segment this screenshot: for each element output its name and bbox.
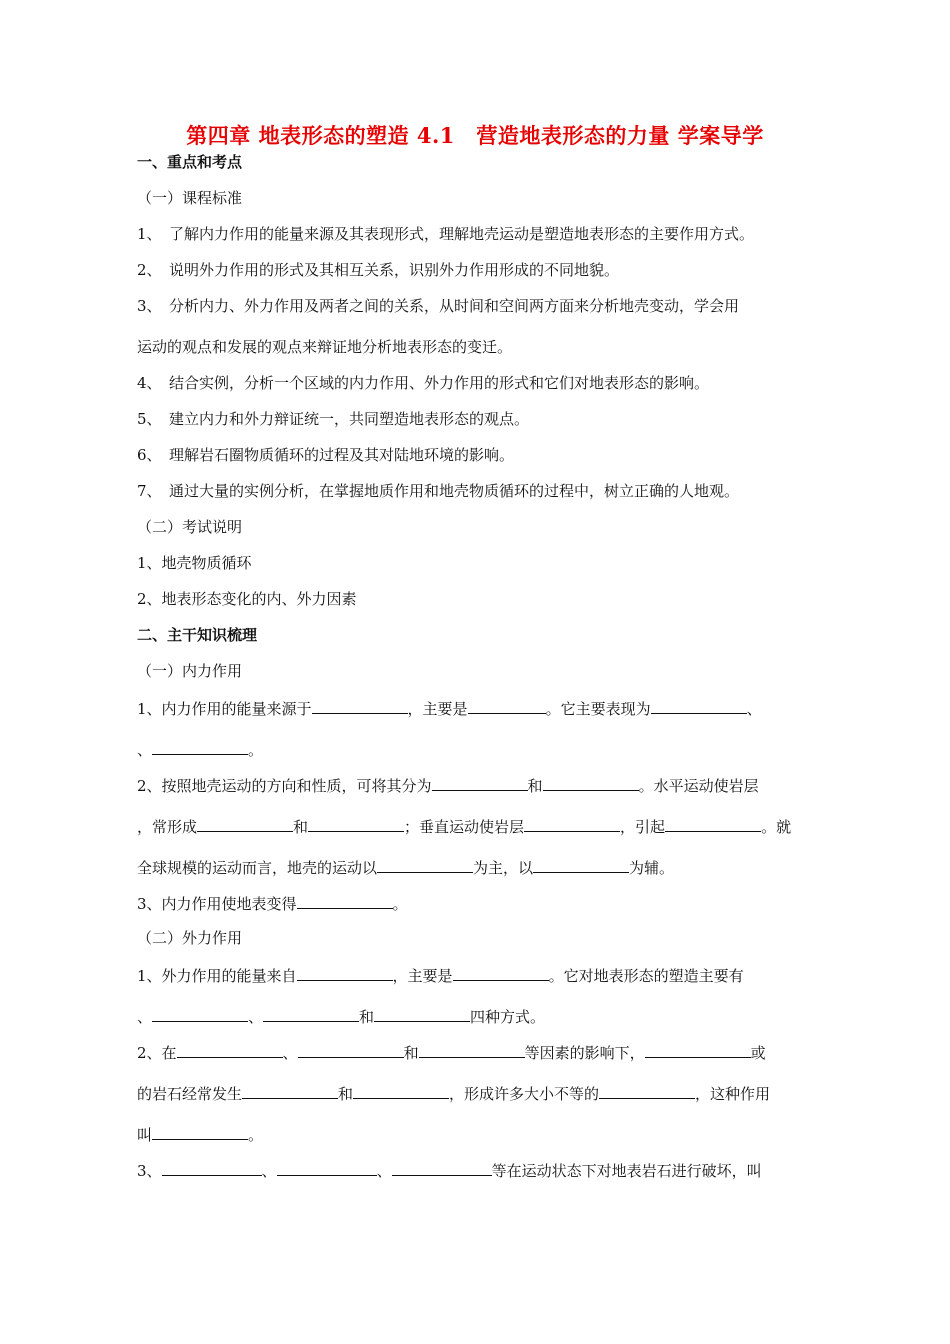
question-line: 叫 。 <box>137 1123 263 1145</box>
fill-blank[interactable] <box>277 1159 377 1176</box>
fill-blank[interactable] <box>152 1123 248 1140</box>
fill-blank[interactable] <box>377 856 473 873</box>
fill-blank[interactable] <box>543 774 639 791</box>
subsection-internal-forces: （一）内力作用 <box>137 662 243 680</box>
fill-blank[interactable] <box>468 697 546 714</box>
question-line: 、 。 <box>137 738 263 760</box>
question-line: ，常形成 和 ；垂直运动使岩层 ，引起 。就 <box>137 815 791 837</box>
subsection-exam-notes: （二）考试说明 <box>137 518 243 536</box>
subsection-curriculum-standards: （一）课程标准 <box>137 189 243 207</box>
fill-blank[interactable] <box>432 774 528 791</box>
fill-blank[interactable] <box>197 815 293 832</box>
question-line: 全球规模的运动而言，地壳的运动以 为主，以 为辅。 <box>137 856 674 878</box>
fill-blank[interactable] <box>297 892 393 909</box>
exam-item: 1、地壳物质循环 <box>137 554 252 572</box>
subsection-external-forces: （二）外力作用 <box>137 929 243 947</box>
question-line: 的岩石经常发生 和 ，形成许多大小不等的 ，这种作用 <box>137 1082 770 1104</box>
fill-blank[interactable] <box>263 1005 359 1022</box>
fill-blank[interactable] <box>453 964 549 981</box>
fill-blank[interactable] <box>665 815 761 832</box>
exam-item: 2、地表形态变化的内、外力因素 <box>137 590 357 608</box>
question-line: 3、 、 、 等在运动状态下对地表岩石进行破坏，叫 <box>137 1159 762 1181</box>
fill-blank[interactable] <box>298 1041 404 1058</box>
document-title: 第四章 地表形态的塑造 4.1 营造地表形态的力量 学案导学 <box>186 123 764 148</box>
standard-item: 1、 了解内力作用的能量来源及其表现形式，理解地壳运动是塑造地表形态的主要作用方式。 <box>137 225 755 243</box>
section-heading-knowledge: 二、主干知识梳理 <box>137 626 258 644</box>
fill-blank[interactable] <box>645 1041 751 1058</box>
fill-blank[interactable] <box>533 856 629 873</box>
fill-blank[interactable] <box>162 1159 262 1176</box>
fill-blank[interactable] <box>353 1082 449 1099</box>
question-line: 2、按照地壳运动的方向和性质，可将其分为 和 。水平运动使岩层 <box>137 774 759 796</box>
question-line: 1、外力作用的能量来自 ，主要是 。它对地表形态的塑造主要有 <box>137 964 744 986</box>
standard-item-continuation: 运动的观点和发展的观点来辩证地分析地表形态的变迁。 <box>137 338 513 356</box>
standard-item: 3、 分析内力、外力作用及两者之间的关系，从时间和空间两方面来分析地壳变动，学会用 <box>137 297 740 315</box>
question-line: 1、内力作用的能量来源于 ，主要是 。它主要表现为 、 <box>137 697 762 719</box>
fill-blank[interactable] <box>152 738 248 755</box>
fill-blank[interactable] <box>599 1082 695 1099</box>
standard-item: 6、 理解岩石圈物质循环的过程及其对陆地环境的影响。 <box>137 446 515 464</box>
fill-blank[interactable] <box>177 1041 283 1058</box>
standard-item: 2、 说明外力作用的形式及其相互关系，识别外力作用形成的不同地貌。 <box>137 261 620 279</box>
section-heading-key-points: 一、重点和考点 <box>137 153 243 171</box>
fill-blank[interactable] <box>374 1005 470 1022</box>
question-line: 3、内力作用使地表变得 。 <box>137 892 408 914</box>
fill-blank[interactable] <box>242 1082 338 1099</box>
standard-item: 4、 结合实例，分析一个区域的内力作用、外力作用的形式和它们对地表形态的影响。 <box>137 374 710 392</box>
question-line: 2、在 、 和 等因素的影响下， 或 <box>137 1041 766 1063</box>
question-line: 、 、 和 四种方式。 <box>137 1005 545 1027</box>
fill-blank[interactable] <box>312 697 408 714</box>
fill-blank[interactable] <box>651 697 747 714</box>
fill-blank[interactable] <box>392 1159 492 1176</box>
fill-blank[interactable] <box>419 1041 525 1058</box>
fill-blank[interactable] <box>152 1005 248 1022</box>
fill-blank[interactable] <box>297 964 393 981</box>
standard-item: 5、 建立内力和外力辩证统一，共同塑造地表形态的观点。 <box>137 410 530 428</box>
standard-item: 7、 通过大量的实例分析，在掌握地质作用和地壳物质循环的过程中，树立正确的人地观。 <box>137 482 740 500</box>
fill-blank[interactable] <box>524 815 620 832</box>
fill-blank[interactable] <box>308 815 404 832</box>
